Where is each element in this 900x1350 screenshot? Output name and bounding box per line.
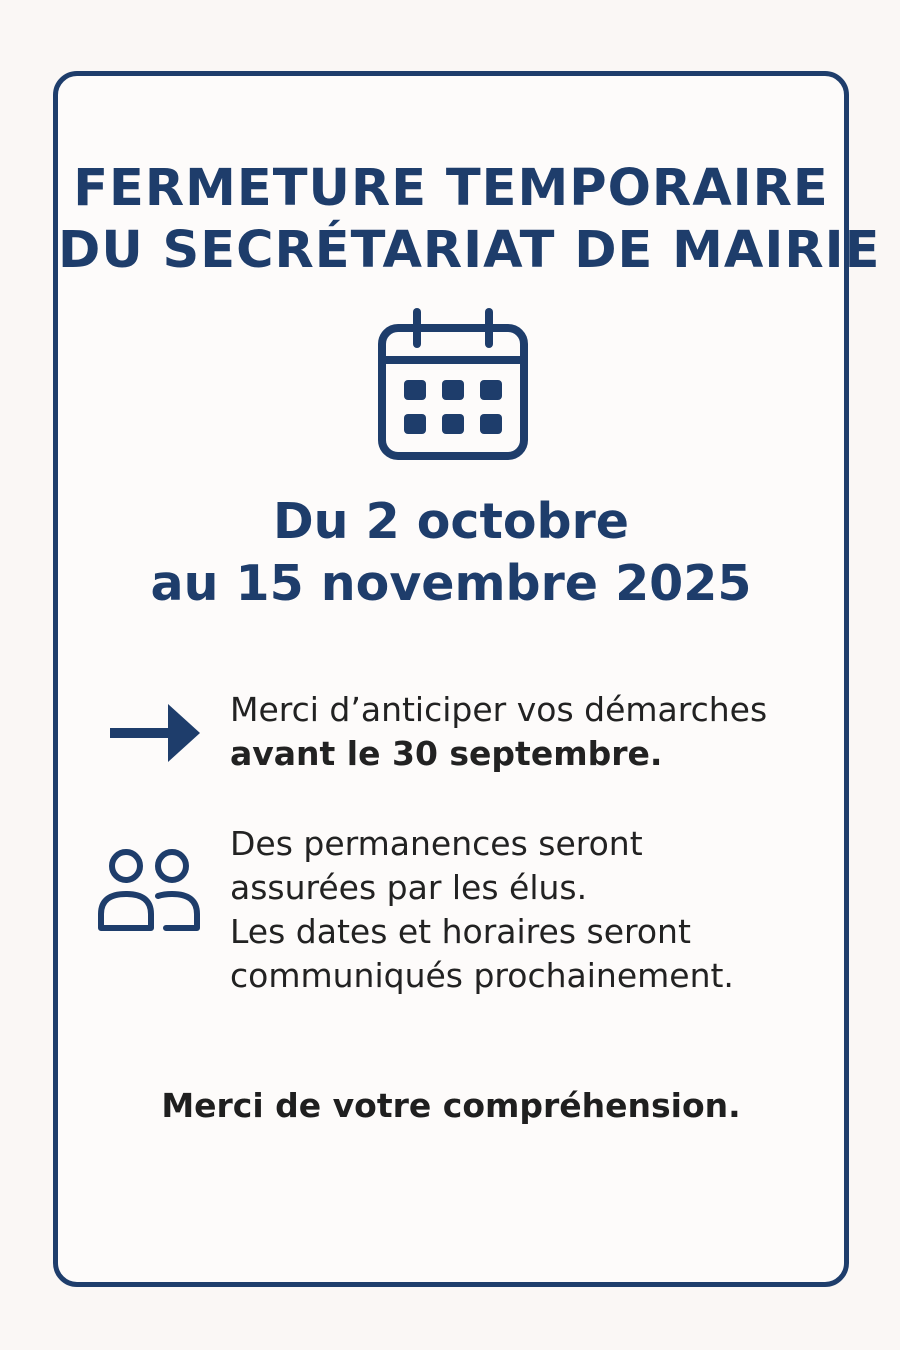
anticipate-line-1: Merci d’anticiper vos démarches	[230, 690, 768, 729]
notice-title	[58, 158, 881, 282]
notice-title-line-1: FERMETURE TEMPORAIRE	[73, 159, 829, 218]
arrow-right-icon	[108, 698, 204, 768]
calendar-icon	[373, 306, 533, 466]
people-icon	[96, 848, 202, 934]
permanences-line-2: assurées par les élus.	[230, 868, 588, 907]
closure-dates	[58, 491, 844, 615]
anticipate-deadline: avant le 30 septembre.	[230, 734, 663, 773]
permanences-line-4: communiqués prochainement.	[230, 956, 734, 995]
notice-frame	[53, 71, 881, 1287]
permanences-text	[230, 822, 820, 998]
anticipate-text	[230, 688, 820, 776]
notice-title-line-2: DU SECRÉTARIAT DE MAIRIE	[58, 221, 881, 280]
closure-dates-line-1: Du 2 octobre	[272, 493, 630, 550]
closing-message: Merci de votre compréhension.	[161, 1086, 741, 1125]
permanences-line-3: Les dates et horaires seront	[230, 912, 691, 951]
closure-dates-line-2: au 15 novembre 2025	[150, 555, 752, 612]
permanences-line-1: Des permanences seront	[230, 824, 643, 863]
